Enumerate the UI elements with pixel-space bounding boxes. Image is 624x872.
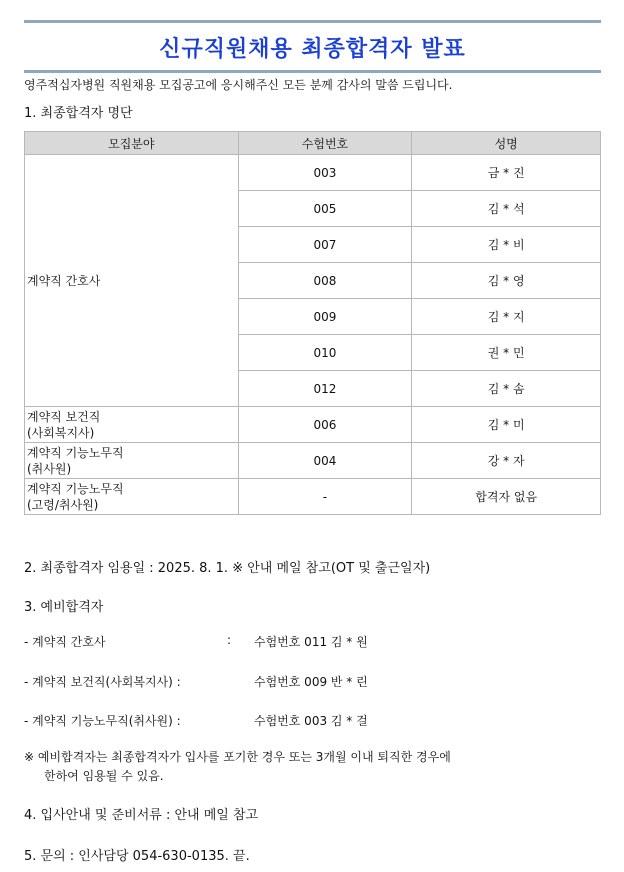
reserve-label-social-worker: - 계약직 보건직(사회복지사) : <box>24 675 181 689</box>
applicant-name-cell: 김 * 솜 <box>412 371 601 407</box>
exam-number-cell: 004 <box>238 443 412 479</box>
applicant-name-cell: 김 * 비 <box>412 227 601 263</box>
exam-number-cell: 008 <box>238 263 412 299</box>
section4-text: 4. 입사안내 및 준비서류 : 안내 메일 참고 <box>24 808 259 823</box>
applicant-name-cell: 김 * 지 <box>412 299 601 335</box>
column-header-name: 성명 <box>412 132 601 155</box>
reserve-note-line2: 한하여 임용될 수 있음. <box>44 769 164 783</box>
column-header-number: 수험번호 <box>238 132 412 155</box>
reserve-value-social-worker: 수험번호 009 반 * 린 <box>254 675 368 689</box>
applicant-name-cell: 권 * 민 <box>412 335 601 371</box>
exam-number-cell: 003 <box>238 155 412 191</box>
table-header-row <box>25 132 601 155</box>
exam-number-cell: 010 <box>238 335 412 371</box>
field-cell-nurse: 계약직 간호사 <box>25 155 239 407</box>
column-header-field: 모집분야 <box>25 132 239 155</box>
exam-number-cell: 006 <box>238 407 412 443</box>
exam-number-cell: 012 <box>238 371 412 407</box>
exam-number-cell: 009 <box>238 299 412 335</box>
section1-heading: 1. 최종합격자 명단 <box>24 106 133 121</box>
applicant-name-cell: 합격자 없음 <box>412 479 601 515</box>
reserve-value-cook: 수험번호 003 김 * 걸 <box>254 714 368 728</box>
reserve-label-nurse: - 계약직 간호사 <box>24 635 106 649</box>
applicant-name-cell: 김 * 미 <box>412 407 601 443</box>
exam-number-cell: - <box>238 479 412 515</box>
table-row <box>25 407 601 443</box>
reserve-colon: : <box>227 633 232 647</box>
reserve-label-cook: - 계약직 기능노무직(취사원) : <box>24 714 181 728</box>
exam-number-cell: 007 <box>238 227 412 263</box>
section2-text: 2. 최종합격자 임용일 : 2025. 8. 1. ※ 안내 메일 참고(OT 및 출근일자) <box>24 561 431 576</box>
top-rule <box>24 20 601 23</box>
field-cell-social-worker: 계약직 보건직 (사회복지사) <box>25 407 239 443</box>
table-row <box>25 479 601 515</box>
page-title: 신규직원채용 최종합격자 발표 <box>159 37 466 62</box>
table-row <box>25 155 601 191</box>
applicant-name-cell: 강 * 자 <box>412 443 601 479</box>
section3-heading: 3. 예비합격자 <box>24 600 104 615</box>
field-cell-cook: 계약직 기능노무직 (취사원) <box>25 443 239 479</box>
reserve-note-line1: ※ 예비합격자는 최종합격자가 입사를 포기한 경우 또는 3개월 이내 퇴직한 경우에 <box>24 750 451 764</box>
applicant-name-cell: 김 * 영 <box>412 263 601 299</box>
title-underline <box>24 70 601 73</box>
applicant-name-cell: 금 * 진 <box>412 155 601 191</box>
reserve-value-nurse: 수험번호 011 김 * 원 <box>254 635 368 649</box>
final-applicants-table <box>24 131 601 515</box>
field-cell-senior-cook: 계약직 기능노무직 (고령/취사원) <box>25 479 239 515</box>
applicant-name-cell: 김 * 석 <box>412 191 601 227</box>
section5-text: 5. 문의 : 인사담당 054-630-0135. 끝. <box>24 849 250 864</box>
table-row <box>25 443 601 479</box>
greeting-text: 영주적십자병원 직원채용 모집공고에 응시해주신 모든 분께 감사의 말씀 드립니다. <box>24 78 453 92</box>
exam-number-cell: 005 <box>238 191 412 227</box>
